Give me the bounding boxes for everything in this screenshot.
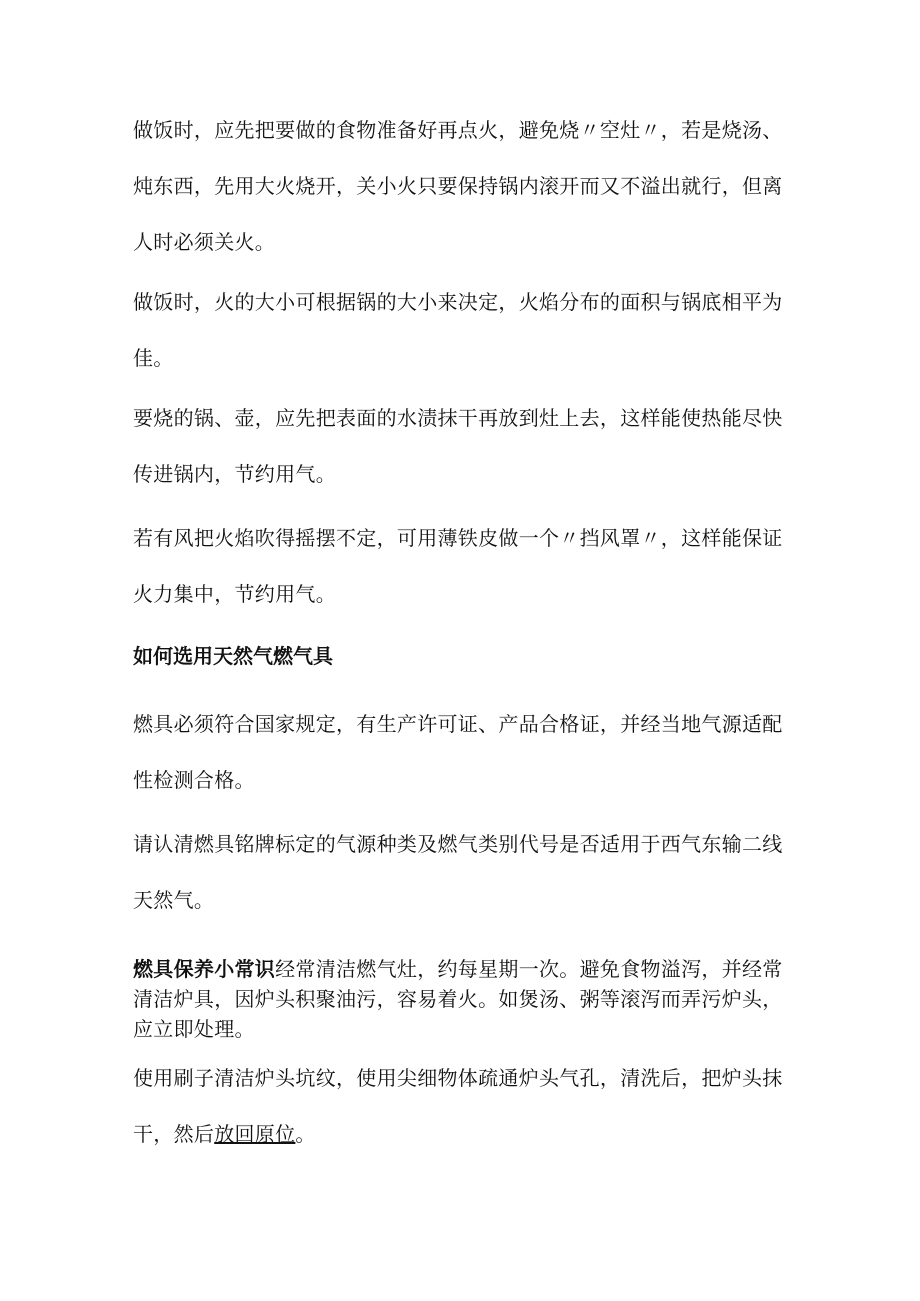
maintenance-lead: 燃具保养小常识 (133, 957, 276, 981)
paragraph-gas-type: 请认清燃具铭牌标定的气源种类及燃气类别代号是否适用于西气东输二线天然气。 (133, 832, 783, 912)
paragraph-cleaning (133, 1050, 793, 1162)
section-heading: 如何选用天然气燃气具 (133, 644, 333, 668)
paragraph-maintenance (133, 954, 793, 1044)
cleaning-text: 使用刷子清洁炉头坑纹，使用尖细物体疏通炉头气孔，清洗后，把炉头抹干，然后 (133, 1066, 783, 1146)
underlined-phrase: 放回原位 (214, 1122, 296, 1146)
paragraph-wind-shield: 若有风把火焰吹得摇摆不定，可用薄铁皮做一个〃挡风罩〃，这样能保证火力集中，节约用气。 (133, 526, 783, 606)
maintenance-text: 经常清洁燃气灶，约每星期一次。避免食物溢泻，并经常清洁炉具，因炉头积聚油污，容易着火。如煲汤、粥等滚泻而弄污炉头，应立即处理。 (133, 957, 783, 1041)
paragraph-cooking-prep: 做饭时，应先把要做的食物准备好再点火，避免烧〃空灶〃，若是烧汤、炖东西，先用大火烧开，关小火只要保持锅内滚开而又不溢出就行，但离人时必须关火。 (133, 118, 783, 254)
paragraph-certification: 燃具必须符合国家规定，有生产许可证、产品合格证，并经当地气源适配性检测合格。 (133, 712, 783, 792)
paragraph-flame-size: 做饭时，火的大小可根据锅的大小来决定，火焰分布的面积与锅底相平为佳。 (133, 290, 783, 370)
paragraph-dry-pot: 要烧的锅、壶，应先把表面的水渍抹干再放到灶上去，这样能使热能尽快传进锅内，节约用气。 (133, 406, 783, 486)
cleaning-end: 。 (295, 1122, 316, 1146)
